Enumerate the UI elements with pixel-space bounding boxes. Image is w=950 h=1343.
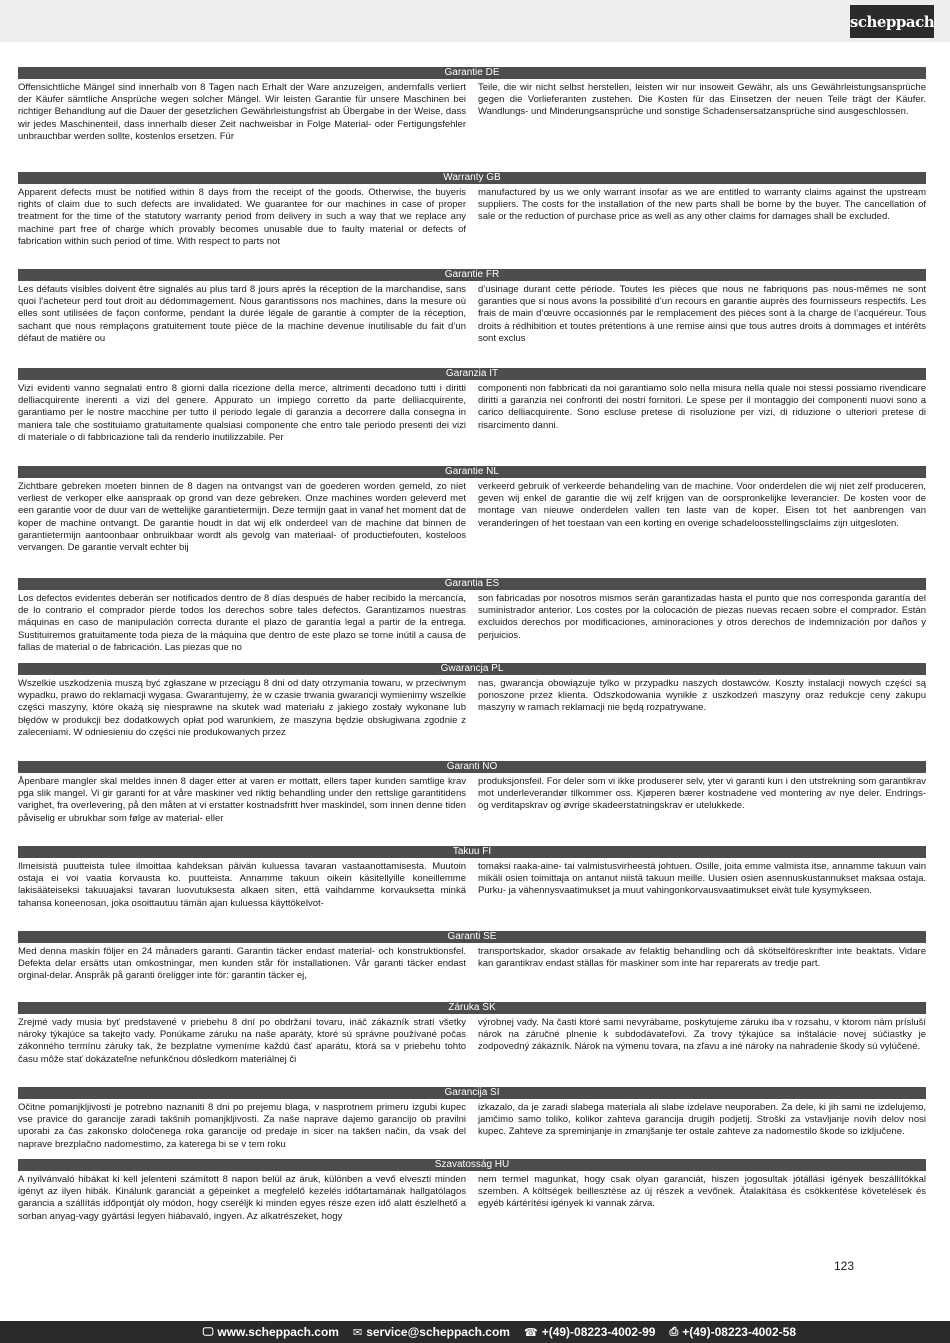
section-title: Záruka SK xyxy=(18,1002,926,1014)
paragraph-left: Med denna maskin följer en 24 månaders garanti. Garantin täcker endast material- och konstruktionsfel. Defekta delar ersätts utan omkostningar, men kunden står för installationen. Vår garanti täcker endast orginal-delar. Anspråk på garanti öreligger inte för: garantin täcker ej, xyxy=(18,946,466,982)
section-gwarancja-pl xyxy=(18,663,926,739)
paragraph-left: Offensichtliche Mängel sind innerhalb von 8 Tagen nach Erhalt der Ware anzuzeigen, andernfalls verliert der Käufer sämtliche Ansprüche wegen solcher Mängel. Wir leisten Garantie für unsere Maschinen bei richtiger Behandlung auf die Dauer der gesetzlichen Gewährleistungsfrist ab Übergabe in der Weise, dass wir jedes Maschinenteil, dass innerhalb dieser Zeit nachweisbar in Folge Material- oder Fertigungsfehler unbrauchbar werden sollte, kostenlos ersetzen. Für xyxy=(18,82,466,142)
footer-phone xyxy=(524,1325,655,1339)
paragraph-left: Zrejmé vady musia byť predstavené v priebehu 8 dní po obdržaní tovaru, ináč zákazník stratí všetky nároky týkajúce sa takejto vady. Ponúkame záruku na naše aparáty, ktoré sú správne používané počas zákonného termínu záruky tak, že bezplatne vymeníme každú časť aparátu, ktorá sa v priebehu tohto času môže stať dokázateľne nefunkčnou dôsledkom materiálnej či xyxy=(18,1017,466,1065)
paragraph-right: componenti non fabbricati da noi garantiamo solo nella misura nella quale noi stessi possiamo rivendicare diritti a garanzia nei confronti dei nostri fornitori. Le spese per il montaggio dei componenti nuovi sono a carico delliacquirente. Sono escluse pretese di risoluzione per vizi, di riduzione o ulteriori pretese di risarcimento danni. xyxy=(478,383,926,431)
footer-fax-text: +(49)-08223-4002-58 xyxy=(682,1325,796,1339)
paragraph-right: Teile, die wir nicht selbst herstellen, leisten wir nur insoweit Gewähr, als uns Gewährleistungsansprüche gegen die Vorlieferanten zustehen. Die Kosten für das Einsetzen der neuen Teile trägt der Käufer. Wandlungs- und Minderungsansprüche und sonstige Schadensersatzansprüche sind ausgeschlossen. xyxy=(478,82,926,118)
page-number: 123 xyxy=(834,1259,855,1273)
section-garancija-si xyxy=(18,1087,926,1151)
paragraph-right: manufactured by us we only warrant insofar as we are entitled to warranty claims against the upstream suppliers. The costs for the installation of the new parts shall be borne by the buyer. The cancellation of sale or the reduction of purchase price as well as any other claims for damages shall be excluded. xyxy=(478,187,926,223)
computer-icon: 🖵 xyxy=(202,1325,214,1338)
fax-icon: ⎙ xyxy=(669,1325,679,1338)
section-title: Garanti NO xyxy=(18,761,926,773)
section-garantie-fr xyxy=(18,269,926,345)
footer-fax xyxy=(669,1325,796,1339)
paragraph-left: Apparent defects must be notified within 8 days from the receipt of the goods. Otherwise, the buyeris rights of claim due to such defects are invalidated. We guarantee for our machines in case of proper treatment for the time of the statutory warranty period from delivery in such a way that we replace any machine part free of charge which provably becomes unusable due to faulty material or defects of fabrication within such period of time. With respect to parts not xyxy=(18,187,466,247)
section-takuu-fi xyxy=(18,846,926,910)
paragraph-left: Les défauts visibles doivent être signalés au plus tard 8 jours après la réception de la marchandise, sans quoi l’acheteur perd tout droit au dédommagement. Nous garantissons nos machines, dans la mesure où elles sont utilisées de façon conforme, pendant la durée légale de garantie à compter de la réception, sachant que nous remplaçons gratuitement toute pièce de la machine devenue inutilisable du fait d’un défaut de matière ou xyxy=(18,284,466,344)
section-garantie-de xyxy=(18,67,926,143)
phone-icon: ☎ xyxy=(523,1326,538,1339)
paragraph-right: tomaksi raaka-aine- tai valmistusvirheestä johtuen. Osille, joita emme valmista itse, annamme takuun vain mikäli osien toimittaja on antanut niistä takuun meille. Uusien osien asennuskustannukset maksaa ostaja. Purku- ja vähennysvaatimukset ja muut vahingonkorvausvaatimukset eivät tule kysymykseen. xyxy=(478,861,926,897)
section-title: Garantie DE xyxy=(18,67,926,79)
paragraph-left: Očitne pomanjkljivosti je potrebno naznaniti 8 dni po prejemu blaga, v nasprotnem primeru izgubi kupec vse pravice do garancije zaradi takšnih pomanjkljivosti. Za naše naprave dajemo garancijo ob pravilni uporabi za čas zakonsko določenega roka garancije od predaje in sicer na takšen način, da vsak del naprave brezplačno nadomestimo, za katerega bi se v tem roku xyxy=(18,1102,466,1150)
footer-contact-bar xyxy=(0,1321,950,1343)
section-garantia-es xyxy=(18,578,926,654)
section-garanzia-it xyxy=(18,368,926,444)
paragraph-right: výrobnej vady. Na časti ktoré sami nevyrábame, poskytujeme záruku iba v rozsahu, v ktorom nám prísluší nárok na záručné plnenie k subdodávateľovi. Za trovy týkajúce sa inštalácie novej súčiastky je zodpovedný zákazník. Nárok na výmenu tovara, na zľavu a iné nároky na nahradenie škody sú vylúčené. xyxy=(478,1017,926,1053)
footer-web-text: www.scheppach.com xyxy=(217,1325,339,1339)
top-header-bar xyxy=(0,0,950,42)
paragraph-right: d’usinage durant cette période. Toutes les pièces que nous ne fabriquons pas nous-mêmes ne sont garanties que si nous avons la possibilité d’un recours en garantie auprès des fournisseurs respectifs. Les frais de main d’œuvre occasionnés par le remplacement des pièces sont à la charge de l’acquéreur. Tous droits à rédhibition et toutes prétentions à une remise ainsi que tous autres droits à dommages et intérêts sont exclus xyxy=(478,284,926,344)
paragraph-right: son fabricadas por nosotros mismos serán garantizadas hasta el punto que nos corresponda garantía del suministrador anterior. Los costes por la colocación de piezas nuevas recaen sobre el comprador. Están excluidos derechos por modificaciones, aminoraciones y otros derechos de indemnización por daños y perjuicios. xyxy=(478,593,926,641)
section-warranty-gb xyxy=(18,172,926,248)
paragraph-left: A nyilvánvaló hibákat ki kell jelenteni számított 8 napon belül az áruk, különben a vevő elveszti minden igényt az ilyen hibák. Kinálunk garanciát a gépeinket a megfelelő kezelés időtartamának hallgatólagos garancia a szállítás időpontját oly módon, hogy cseréljk ki minden egyes része ezen idő alatt észlelhető a sorban anyag-vagy gyártási legyen hiábavaló, ingyen. Az alkatrészeket, hogy xyxy=(18,1174,466,1222)
section-title: Garantie FR xyxy=(18,269,926,281)
footer-phone-text: +(49)-08223-4002-99 xyxy=(541,1325,656,1339)
section-zaruka-sk xyxy=(18,1002,926,1066)
paragraph-right: verkeerd gebruik of verkeerde behandeling van de machine. Voor onderdelen die wij niet zelf produceren, geven wij enkel de garantie die wij zelf krijgen van de oorspronkelijke leverancier. De kosten voor de montage van nieuwe onderdelen vallen ten laste van de koper. Eisen tot het aanbrengen van veranderingen of het toestaan van een korting en overige schadeloosstellingsclaims zijn uitgesloten. xyxy=(478,481,926,529)
section-title: Garantie NL xyxy=(18,466,926,478)
paragraph-left: Los defectos evidentes deberán ser notificados dentro de 8 días después de haber recibido la mercancía, de lo contrario el comprador pierde todos los derechos sobre tales defectos. Garantizamos nuestras máquinas en caso de manipulación correcta durante el plazo de garantía legal a partir de la entrega. Sustituiremos gratuitamente toda pieza de la máquina que dentro de este plazo se torne inútil a causa de fallas de material o de fabricación. Las piezas que no xyxy=(18,593,466,653)
mail-icon: ✉ xyxy=(352,1326,363,1339)
section-title: Takuu FI xyxy=(18,846,926,858)
section-title: Szavatosság HU xyxy=(18,1159,926,1171)
section-title: Garancija SI xyxy=(18,1087,926,1099)
section-szavatossag-hu xyxy=(18,1159,926,1223)
paragraph-right: produksjonsfeil. For deler som vi ikke produserer selv, yter vi garanti kun i den utstrekning som garantikrav mot underleverandør tilkommer oss. Kjøperen bærer kostnadene ved montering av nye deler. Endrings- og verditapskrav og øvrige skadeerstatningskrav er utelukkede. xyxy=(478,776,926,812)
section-title: Garanti SE xyxy=(18,931,926,943)
paragraph-right: transportskador, skador orsakade av felaktig behandling och då skötselföreskrifter inte beaktats. Vidare kan garantikrav endast ställas för maskiner som inte har reparerats av tredje part. xyxy=(478,946,926,970)
paragraph-right: izkazalo, da je zaradi slabega materiala ali slabe izdelave neuporaben. Za dele, ki jih sami ne izdelujemo, jamčimo samo toliko, kolikor zahteva garancija drugih podjetij. Stroški za vstavljanje novih delov nosi kupec. Zahteve za spreminjanje in zmanjšanje ter ostale zahteve za nadomestilo škode so izključene. xyxy=(478,1102,926,1138)
paragraph-left: Vizi evidenti vanno segnalati entro 8 giorni dalla ricezione della merce, altrimenti decadono tutti i diritti delliacquirente inerenti a vizi del genere. Appurato un impiego corretto da parte delliacquirente, garantiamo per le nostre macchine per tutto il periodo legale di garanzia a decorrere dalla consegna in maniera tale che sostituiamo gratuitamente qualsiasi componente che entro tale periodo presenti dei vizi di materiale o di fabbricazione tali da renderlo inutilizzabile. Per xyxy=(18,383,466,443)
footer-email-text: service@scheppach.com xyxy=(366,1325,510,1339)
section-garanti-se xyxy=(18,931,926,983)
paragraph-left: Wszelkie uszkodzenia muszą być zgłaszane w przeciągu 8 dni od daty otrzymania towaru, w przeciwnym wypadku, prawo do reklamacji wygasa. Gwarantujemy, że w czasie trwania gwarancji wymienimy wszelkie części maszyny, które okażą się niesprawne na skutek wad materiału z jakiego zostały wykonane lub błędów w produkcji bez dodatkowych opłat pod warunkiem, że maszyna będzie obsługiwana zgodnie z zaleceniami. W odniesieniu do części nie produkowanych przez xyxy=(18,678,466,738)
section-title: Gwarancja PL xyxy=(18,663,926,675)
section-garantie-nl xyxy=(18,466,926,554)
paragraph-left: Zichtbare gebreken moeten binnen de 8 dagen na ontvangst van de goederen worden gemeld, zo niet verliest de verkoper elke aanspraak op grond van deze gebreken. Onze machines worden geleverd met een garantie voor de duur van de wettelijke garantietermijn. Deze termijn gaat in vanaf het moment dat de koper de machine ontvangt. De garantie houdt in dat wij elk onderdeel van de machine dat binnen de garantietermijn aantoonbaar onbruikbaar wordt als gevolg van materiaal- of productiefouten, kosteloos vervangen. De garantie vervalt echter bij xyxy=(18,481,466,554)
paragraph-left: Åpenbare mangler skal meldes innen 8 dager etter at varen er mottatt, ellers taper kunden samtlige krav pga slik mangel. Vi gir garanti for at våre maskiner ved riktig behandling under den rettslige garantitidens varighet, fra overlevering, på den måten at vi erstatter kostnadsfritt hver maskindel, som innen denne tiden påviselig er ubrukbar som følge av material- eller xyxy=(18,776,466,824)
section-title: Garantia ES xyxy=(18,578,926,590)
footer-web[interactable] xyxy=(203,1325,339,1339)
section-title: Garanzia IT xyxy=(18,368,926,380)
paragraph-right: nas, gwarancja obowiązuje tylko w przypadku naszych dostawców. Koszty instalacji nowych części są ponoszone przez klienta. Odszkodowania wynikłe z uszkodzeń maszyny oraz redukcje ceny zakupu maszyny w ramach reklamacji nie będą rozpatrywane. xyxy=(478,678,926,714)
section-title: Warranty GB xyxy=(18,172,926,184)
footer-email[interactable] xyxy=(353,1325,510,1339)
brand-logo: scheppach xyxy=(850,5,934,38)
paragraph-right: nem termel magunkat, hogy csak olyan garanciát, hiszen jogosultak jótállási igények beszállítókkal szemben. A költségek beillesztése az új részek a vevőnek. Átalakítása és csökkentése követelések és egyéb kártérítési igények ki vannak zárva. xyxy=(478,1174,926,1210)
section-garanti-no xyxy=(18,761,926,825)
paragraph-left: Ilmeisistä puutteista tulee ilmoittaa kahdeksan päivän kuluessa tavaran vastaanottamisesta. Muutoin ostaja ei voi vaatia korvausta ko. puutteista. Annamme takuun oikein käsitellyille koneillemme lakisääteiseksi takuuajaksi tavaran luovutuksesta alkaen siten, että vaihdamme korvauksetta minkä tahansa koneenosan, joka osoittautuu tämän ajan kuluessa käyttökelvot- xyxy=(18,861,466,909)
